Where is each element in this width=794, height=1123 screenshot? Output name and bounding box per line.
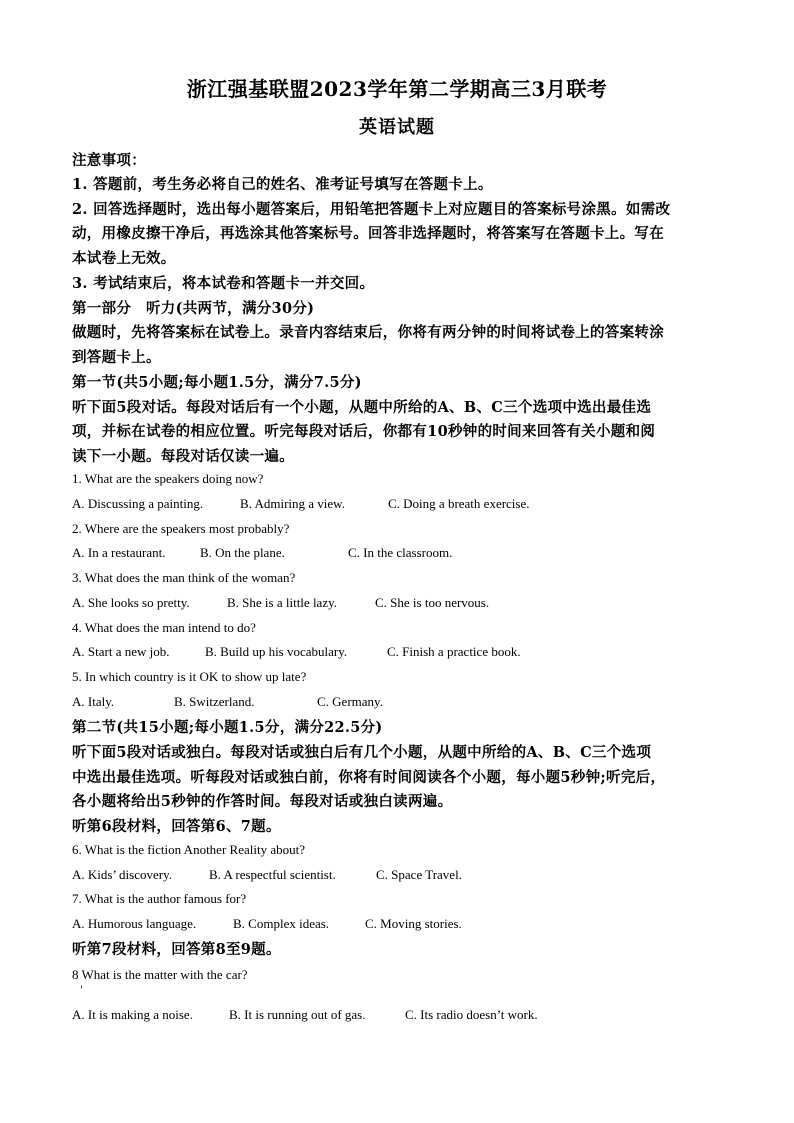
option-b: B. A respectful scientist. bbox=[209, 867, 336, 882]
notes-line: 本试卷上无效。 bbox=[72, 250, 176, 267]
question-text: 1. What are the speakers doing now? bbox=[72, 471, 264, 486]
option-b: B. She is a little lazy. bbox=[227, 595, 337, 610]
question-text: 8 What is the matter with the car? bbox=[72, 967, 248, 982]
option-a: A. Kids’ discovery. bbox=[72, 867, 173, 882]
option-c: C. Moving stories. bbox=[365, 916, 462, 931]
option-b: B. Build up his vocabulary. bbox=[205, 644, 348, 659]
stray-mark: ' bbox=[80, 985, 83, 996]
section1-instruction: 读下一小题。每段对话仅读一遍。 bbox=[72, 448, 294, 465]
section1-heading: 第一节(共5小题;每小题1.5分，满分7.5分) bbox=[72, 374, 362, 391]
option-c: C. Doing a breath exercise. bbox=[388, 496, 530, 511]
option-c: C. Finish a practice book. bbox=[387, 644, 521, 659]
option-c: C. In the classroom. bbox=[348, 545, 453, 560]
section2-instruction: 中选出最佳选项。听每段对话或独白前，你将有时间阅读各个小题，每小题5秒钟;听完后， bbox=[72, 769, 666, 786]
option-b: B. On the plane. bbox=[200, 545, 285, 560]
option-a: A. She looks so pretty. bbox=[72, 595, 190, 610]
option-b: B. Admiring a view. bbox=[240, 496, 345, 511]
part1-instruction: 做题时，先将答案标在试卷上。录音内容结束后，你将有两分钟的时间将试卷上的答案转涂 bbox=[72, 324, 664, 341]
notes-line: 2. 回答选择题时，选出每小题答案后，用铅笔把答题卡上对应题目的答案标号涂黑。如需改 bbox=[72, 201, 671, 218]
question-text: 5. In which country is it OK to show up late? bbox=[72, 669, 307, 684]
section2-heading: 第二节(共15小题;每小题1.5分，满分22.5分) bbox=[72, 719, 383, 736]
option-a: A. Italy. bbox=[72, 694, 115, 709]
option-a: A. Humorous language. bbox=[72, 916, 197, 931]
material-heading: 听第6段材料，回答第6、7题。 bbox=[72, 818, 281, 835]
question-text: 7. What is the author famous for? bbox=[72, 891, 247, 906]
option-c: C. She is too nervous. bbox=[375, 595, 490, 610]
option-a: A. Discussing a painting. bbox=[72, 496, 204, 511]
section1-instruction: 听下面5段对话。每段对话后有一个小题，从题中所给的A、B、C三个选项中选出最佳选 bbox=[72, 399, 652, 416]
notes-line: 动，用橡皮擦干净后，再选涂其他答案标号。回答非选择题时，将答案写在答题卡上。写在 bbox=[72, 225, 664, 242]
option-a: A. In a restaurant. bbox=[72, 545, 166, 560]
part1-instruction: 到答题卡上。 bbox=[72, 349, 161, 366]
question-text: 4. What does the man intend to do? bbox=[72, 620, 256, 635]
option-b: B. Switzerland. bbox=[174, 694, 255, 709]
option-c: C. Germany. bbox=[317, 694, 383, 709]
option-b: B. It is running out of gas. bbox=[229, 1007, 366, 1022]
exam-subtitle: 英语试题 bbox=[359, 117, 435, 138]
option-b: B. Complex ideas. bbox=[233, 916, 330, 931]
part1-heading: 第一部分 听力(共两节，满分30分) bbox=[72, 300, 315, 317]
notes-line: 3. 考试结束后，将本试卷和答题卡一并交回。 bbox=[72, 275, 375, 292]
exam-title: 浙江强基联盟2023学年第二学期高三3月联考 bbox=[186, 77, 608, 101]
option-a: A. It is making a noise. bbox=[72, 1007, 193, 1022]
section1-instruction: 项，并标在试卷的相应位置。听完每段对话后，你都有10秒钟的时间来回答有关小题和阅 bbox=[72, 423, 656, 440]
option-c: C. Space Travel. bbox=[376, 867, 462, 882]
question-text: 2. Where are the speakers most probably? bbox=[72, 521, 290, 536]
section2-instruction: 听下面5段对话或独白。每段对话或独白后有几个小题，从题中所给的A、B、C三个选项 bbox=[72, 744, 652, 761]
section2-instruction: 各小题将给出5秒钟的作答时间。每段对话或独白读两遍。 bbox=[72, 793, 453, 810]
notes-line: 1. 答题前，考生务必将自己的姓名、准考证号填写在答题卡上。 bbox=[72, 176, 493, 193]
option-c: C. Its radio doesn’t work. bbox=[405, 1007, 538, 1022]
notes-heading: 注意事项： bbox=[72, 152, 146, 169]
material-heading: 听第7段材料，回答第8至9题。 bbox=[72, 941, 281, 958]
option-a: A. Start a new job. bbox=[72, 644, 170, 659]
question-text: 6. What is the fiction Another Reality about? bbox=[72, 842, 305, 857]
question-text: 3. What does the man think of the woman? bbox=[72, 570, 296, 585]
